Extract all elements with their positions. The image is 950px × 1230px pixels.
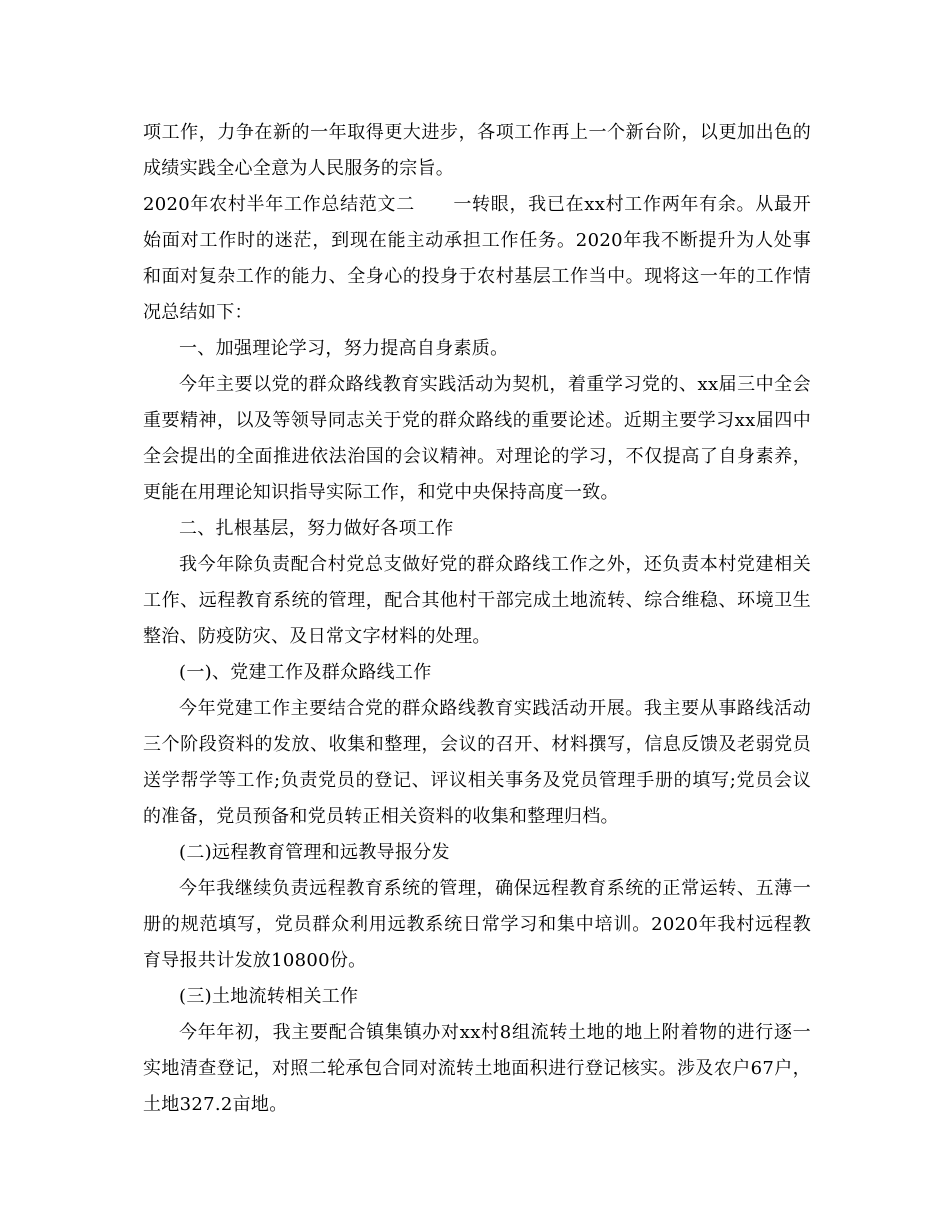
section-heading-2: 二、扎根基层，努力做好各项工作 <box>179 518 454 539</box>
intro-text: 一转眼，我已在xx村工作两年有余。从最开始面对工作时的迷茫，到现在能主动承担工作任务。2020年我不断提升为人处事和面对复杂工作的能力、全身心的投身于农村基层工作当中。现将这一年的工作情况总结如下： <box>143 194 811 323</box>
document-body <box>143 115 811 1123</box>
paragraph-remote-education: 今年我继续负责远程教育系统的管理，确保远程教育系统的正常运转、五薄一册的规范填写，党员群众利用远教系统日常学习和集中培训。2020年我村远程教育导报共计发放10800份。 <box>143 878 811 971</box>
subsection-heading-2: (二)远程教育管理和远教导报分发 <box>179 842 450 863</box>
paragraph-section-heading-with-intro <box>143 187 811 331</box>
document-subtitle: 2020年农村半年工作总结范文二 <box>143 194 415 215</box>
section-heading-1: 一、加强理论学习，努力提高自身素质。 <box>179 338 509 359</box>
paragraph-theory-study: 今年主要以党的群众路线教育实践活动为契机，着重学习党的、xx届三中全会重要精神，以及等领导同志关于党的群众路线的重要论述。近期主要学习xx届四中全会提出的全面推进依法治国的会议精神。对理论的学习，不仅提高了自身素养，更能在用理论知识指导实际工作，和党中央保持高度一致。 <box>143 374 811 503</box>
paragraph-continuation: 项工作，力争在新的一年取得更大进步，各项工作再上一个新台阶，以更加出色的成绩实践全心全意为人民服务的宗旨。 <box>143 122 811 179</box>
paragraph-land-transfer: 今年年初，我主要配合镇集镇办对xx村8组流转土地的地上附着物的进行逐一实地清查登记，对照二轮承包合同对流转土地面积进行登记核实。涉及农户67户，土地327.2亩地。 <box>143 1022 811 1115</box>
paragraph-party-building: 今年党建工作主要结合党的群众路线教育实践活动开展。我主要从事路线活动三个阶段资料的发放、收集和整理，会议的召开、材料撰写，信息反馈及老弱党员送学帮学等工作;负责党员的登记、评议相关事务及党员管理手册的填写;党员会议的准备，党员预备和党员转正相关资料的收集和整理归档。 <box>143 698 811 827</box>
subsection-heading-1: (一)、党建工作及群众路线工作 <box>179 662 432 683</box>
subsection-heading-3: (三)土地流转相关工作 <box>179 986 359 1007</box>
paragraph-duties: 我今年除负责配合村党总支做好党的群众路线工作之外，还负责本村党建相关工作、远程教育系统的管理，配合其他村干部完成土地流转、综合维稳、环境卫生整治、防疫防灾、及日常文字材料的处理。 <box>143 554 811 647</box>
